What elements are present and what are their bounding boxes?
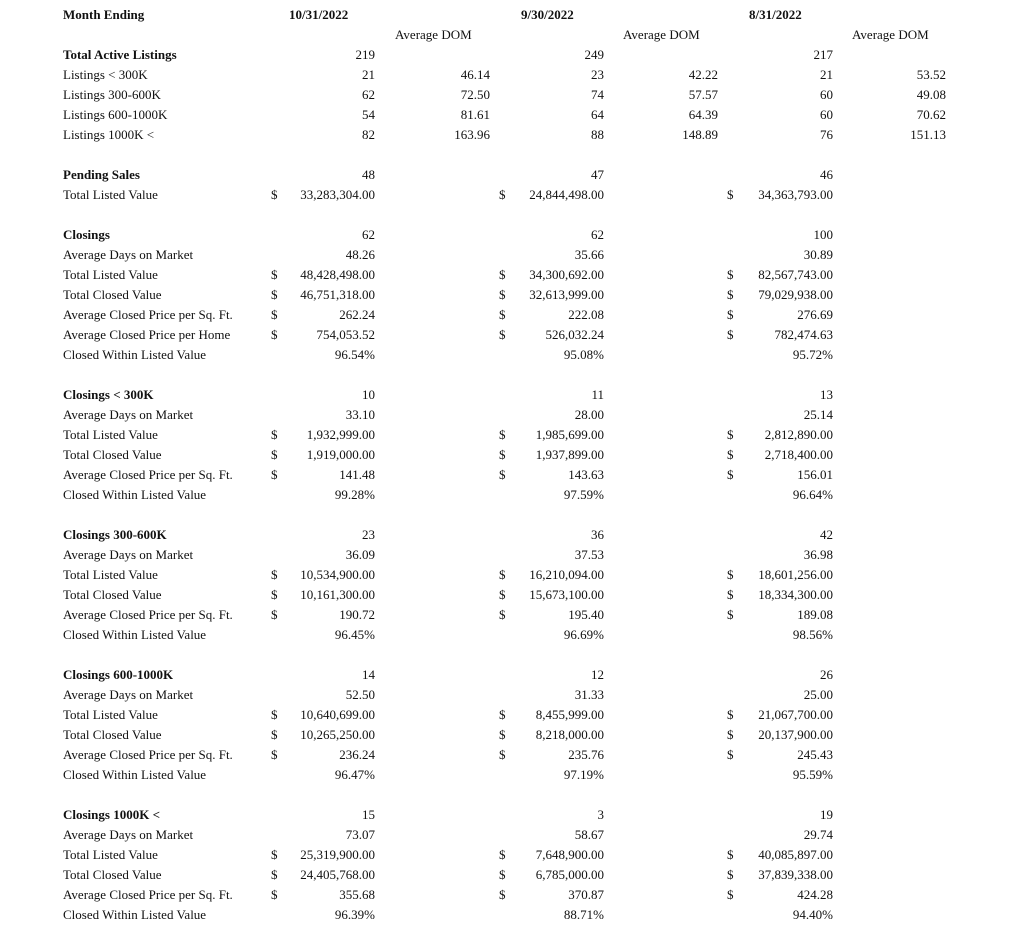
row-value: 15,673,100.00 [529, 587, 604, 602]
average-dom-value: 163.96 [454, 127, 490, 142]
listing-count: 21 [820, 67, 833, 82]
table-row [0, 245, 1020, 265]
average-dom-value: 81.61 [460, 107, 490, 122]
section-total: 219 [355, 47, 375, 62]
currency-symbol: $ [727, 887, 734, 902]
section-title-row [0, 665, 1020, 685]
row-value: 33,283,304.00 [300, 187, 375, 202]
average-dom-value: 151.13 [910, 127, 946, 142]
section-total: 48 [362, 167, 375, 182]
row-value: 222.08 [568, 307, 604, 322]
row-value: 95.59% [792, 767, 833, 782]
row-value: 189.08 [797, 607, 833, 622]
section-total: 23 [362, 527, 375, 542]
row-value: 96.47% [334, 767, 375, 782]
currency-symbol: $ [727, 287, 734, 302]
row-value: 96.39% [334, 907, 375, 922]
row-label: Total Listed Value [63, 427, 158, 442]
section-total: 3 [597, 807, 604, 822]
section-total: 19 [820, 807, 833, 822]
row-value: 32,613,999.00 [529, 287, 604, 302]
section-title-row [0, 805, 1020, 825]
row-value: 143.63 [568, 467, 604, 482]
section-total: 47 [591, 167, 604, 182]
row-value: 156.01 [797, 467, 833, 482]
table-row [0, 905, 1020, 925]
row-label: Total Closed Value [63, 867, 162, 882]
section-title-row [0, 225, 1020, 245]
average-dom-value: 42.22 [688, 67, 718, 82]
listing-count: 60 [820, 87, 833, 102]
listing-count: 88 [591, 127, 604, 142]
row-value: 52.50 [345, 687, 375, 702]
section-total: 36 [591, 527, 604, 542]
row-label: Total Listed Value [63, 267, 158, 282]
section-total: 100 [813, 227, 833, 242]
currency-symbol: $ [499, 587, 506, 602]
section-total: 10 [362, 387, 375, 402]
row-value: 35.66 [574, 247, 604, 262]
section-title: Closings [63, 227, 110, 242]
average-dom-value: 49.08 [916, 87, 946, 102]
table-row [0, 485, 1020, 505]
section-total: 42 [820, 527, 833, 542]
currency-symbol: $ [727, 267, 734, 282]
section-title-row [0, 165, 1020, 185]
table-row [0, 825, 1020, 845]
currency-symbol: $ [271, 747, 278, 762]
row-value: 370.87 [568, 887, 604, 902]
currency-symbol: $ [499, 187, 506, 202]
section-title-row [0, 45, 1020, 65]
section-title: Pending Sales [63, 167, 140, 182]
table-row [0, 725, 1020, 745]
row-label: Closed Within Listed Value [63, 767, 207, 782]
section-total: 15 [362, 807, 375, 822]
row-value: 40,085,897.00 [758, 847, 833, 862]
row-label: Total Closed Value [63, 287, 162, 302]
row-label: Closed Within Listed Value [63, 627, 207, 642]
table-row [0, 345, 1020, 365]
currency-symbol: $ [727, 567, 734, 582]
listing-count: 21 [362, 67, 375, 82]
row-value: 276.69 [797, 307, 833, 322]
listing-count: 23 [591, 67, 604, 82]
row-value: 34,363,793.00 [758, 187, 833, 202]
section-title-row [0, 525, 1020, 545]
row-value: 25,319,900.00 [300, 847, 375, 862]
row-value: 28.00 [574, 407, 604, 422]
table-row [0, 765, 1020, 785]
currency-symbol: $ [499, 287, 506, 302]
currency-symbol: $ [727, 327, 734, 342]
currency-symbol: $ [499, 427, 506, 442]
table-row [0, 445, 1020, 465]
currency-symbol: $ [271, 287, 278, 302]
row-value: 8,455,999.00 [535, 707, 604, 722]
currency-symbol: $ [499, 867, 506, 882]
row-value: 36.09 [345, 547, 375, 562]
row-value: 754,053.52 [316, 327, 375, 342]
row-label: Total Listed Value [63, 707, 158, 722]
currency-symbol: $ [727, 727, 734, 742]
header-row [0, 5, 1020, 25]
row-label: Listings 300-600K [63, 87, 161, 102]
table-row [0, 565, 1020, 585]
listing-count: 74 [591, 87, 604, 102]
row-value: 37.53 [574, 547, 604, 562]
table-row [0, 305, 1020, 325]
row-value: 97.19% [563, 767, 604, 782]
month-date-header: 9/30/2022 [521, 7, 574, 22]
average-dom-header: Average DOM [852, 27, 929, 42]
row-value: 36.98 [803, 547, 833, 562]
currency-symbol: $ [271, 307, 278, 322]
row-value: 18,334,300.00 [758, 587, 833, 602]
row-value: 48,428,498.00 [300, 267, 375, 282]
listing-count: 64 [591, 107, 604, 122]
table-row [0, 285, 1020, 305]
section-total: 26 [820, 667, 833, 682]
dom-header-row [0, 25, 1020, 45]
row-value: 99.28% [334, 487, 375, 502]
month-date-header: 10/31/2022 [289, 7, 349, 22]
currency-symbol: $ [727, 867, 734, 882]
row-value: 1,932,999.00 [306, 427, 375, 442]
row-label: Listings 1000K < [63, 127, 155, 142]
section-title: Closings 600-1000K [63, 667, 174, 682]
currency-symbol: $ [271, 567, 278, 582]
currency-symbol: $ [271, 867, 278, 882]
row-label: Average Days on Market [63, 407, 194, 422]
currency-symbol: $ [499, 267, 506, 282]
row-label: Total Listed Value [63, 567, 158, 582]
row-value: 355.68 [339, 887, 375, 902]
row-value: 8,218,000.00 [535, 727, 604, 742]
row-label: Average Days on Market [63, 687, 194, 702]
row-value: 10,640,699.00 [300, 707, 375, 722]
average-dom-value: 46.14 [460, 67, 490, 82]
row-value: 6,785,000.00 [535, 867, 604, 882]
currency-symbol: $ [271, 587, 278, 602]
row-value: 782,474.63 [774, 327, 833, 342]
table-row [0, 85, 1020, 105]
currency-symbol: $ [271, 887, 278, 902]
currency-symbol: $ [727, 307, 734, 322]
row-value: 94.40% [792, 907, 833, 922]
row-label: Average Closed Price per Sq. Ft. [63, 307, 233, 322]
row-value: 97.59% [563, 487, 604, 502]
row-value: 98.56% [792, 627, 833, 642]
table-row [0, 465, 1020, 485]
row-value: 96.45% [334, 627, 375, 642]
currency-symbol: $ [727, 847, 734, 862]
currency-symbol: $ [499, 747, 506, 762]
currency-symbol: $ [499, 567, 506, 582]
row-label: Average Closed Price per Home [63, 327, 231, 342]
row-label: Average Days on Market [63, 827, 194, 842]
currency-symbol: $ [271, 327, 278, 342]
currency-symbol: $ [271, 187, 278, 202]
average-dom-value: 148.89 [682, 127, 718, 142]
average-dom-header: Average DOM [623, 27, 700, 42]
row-value: 24,405,768.00 [300, 867, 375, 882]
row-value: 195.40 [568, 607, 604, 622]
currency-symbol: $ [499, 707, 506, 722]
row-value: 30.89 [803, 247, 833, 262]
currency-symbol: $ [499, 607, 506, 622]
row-value: 1,937,899.00 [535, 447, 604, 462]
table-row [0, 405, 1020, 425]
listing-count: 60 [820, 107, 833, 122]
row-value: 48.26 [345, 247, 375, 262]
row-label: Listings < 300K [63, 67, 148, 82]
row-label: Closed Within Listed Value [63, 487, 207, 502]
row-label: Total Listed Value [63, 847, 158, 862]
average-dom-value: 72.50 [460, 87, 490, 102]
row-label: Listings 600-1000K [63, 107, 168, 122]
currency-symbol: $ [271, 727, 278, 742]
table-row [0, 105, 1020, 125]
section-total: 13 [820, 387, 833, 402]
currency-symbol: $ [727, 467, 734, 482]
section-total: 12 [591, 667, 604, 682]
row-value: 33.10 [345, 407, 375, 422]
section-title: Total Active Listings [63, 47, 177, 62]
table-row [0, 625, 1020, 645]
section-total: 62 [362, 227, 375, 242]
row-value: 1,985,699.00 [535, 427, 604, 442]
row-value: 79,029,938.00 [758, 287, 833, 302]
currency-symbol: $ [271, 447, 278, 462]
currency-symbol: $ [499, 847, 506, 862]
currency-symbol: $ [271, 607, 278, 622]
row-value: 245.43 [797, 747, 833, 762]
row-value: 236.24 [339, 747, 375, 762]
row-value: 24,844,498.00 [529, 187, 604, 202]
row-value: 37,839,338.00 [758, 867, 833, 882]
row-label: Average Closed Price per Sq. Ft. [63, 887, 233, 902]
table-row [0, 685, 1020, 705]
row-value: 18,601,256.00 [758, 567, 833, 582]
row-label: Average Closed Price per Sq. Ft. [63, 607, 233, 622]
table-row [0, 65, 1020, 85]
table-row [0, 865, 1020, 885]
section-total: 11 [591, 387, 604, 402]
row-value: 96.69% [563, 627, 604, 642]
average-dom-value: 64.39 [688, 107, 718, 122]
row-value: 10,534,900.00 [300, 567, 375, 582]
currency-symbol: $ [727, 427, 734, 442]
average-dom-value: 70.62 [916, 107, 946, 122]
listing-count: 82 [362, 127, 375, 142]
average-dom-value: 53.52 [916, 67, 946, 82]
row-value: 2,812,890.00 [764, 427, 833, 442]
row-value: 1,919,000.00 [306, 447, 375, 462]
section-total: 14 [362, 667, 375, 682]
section-title: Closings < 300K [63, 387, 154, 402]
row-value: 16,210,094.00 [529, 567, 604, 582]
row-label: Average Closed Price per Sq. Ft. [63, 467, 233, 482]
row-value: 25.00 [803, 687, 833, 702]
section-title: Closings 300-600K [63, 527, 167, 542]
row-label: Average Days on Market [63, 247, 194, 262]
currency-symbol: $ [271, 427, 278, 442]
row-value: 235.76 [568, 747, 604, 762]
row-value: 73.07 [345, 827, 375, 842]
row-value: 7,648,900.00 [535, 847, 604, 862]
row-value: 190.72 [339, 607, 375, 622]
table-row [0, 585, 1020, 605]
row-value: 46,751,318.00 [300, 287, 375, 302]
row-value: 21,067,700.00 [758, 707, 833, 722]
month-ending-label: Month Ending [63, 7, 145, 22]
row-value: 20,137,900.00 [758, 727, 833, 742]
row-value: 2,718,400.00 [764, 447, 833, 462]
month-date-header: 8/31/2022 [749, 7, 802, 22]
currency-symbol: $ [499, 727, 506, 742]
row-value: 141.48 [339, 467, 375, 482]
table-row [0, 185, 1020, 205]
table-row [0, 745, 1020, 765]
table-row [0, 325, 1020, 345]
table-row [0, 425, 1020, 445]
currency-symbol: $ [727, 587, 734, 602]
table-row [0, 545, 1020, 565]
currency-symbol: $ [727, 187, 734, 202]
section-total: 217 [813, 47, 833, 62]
row-value: 424.28 [797, 887, 833, 902]
average-dom-header: Average DOM [395, 27, 472, 42]
row-value: 29.74 [803, 827, 833, 842]
table-row [0, 705, 1020, 725]
currency-symbol: $ [499, 327, 506, 342]
row-value: 96.64% [792, 487, 833, 502]
row-label: Total Closed Value [63, 447, 162, 462]
section-title: Closings 1000K < [63, 807, 160, 822]
row-value: 10,265,250.00 [300, 727, 375, 742]
row-value: 95.08% [563, 347, 604, 362]
row-value: 58.67 [574, 827, 604, 842]
row-value: 82,567,743.00 [758, 267, 833, 282]
listing-count: 62 [362, 87, 375, 102]
table-row [0, 845, 1020, 865]
row-value: 34,300,692.00 [529, 267, 604, 282]
section-title-row [0, 385, 1020, 405]
currency-symbol: $ [727, 607, 734, 622]
section-total: 249 [584, 47, 604, 62]
row-label: Closed Within Listed Value [63, 347, 207, 362]
table-row [0, 605, 1020, 625]
currency-symbol: $ [271, 467, 278, 482]
currency-symbol: $ [271, 847, 278, 862]
currency-symbol: $ [499, 467, 506, 482]
section-total: 46 [820, 167, 833, 182]
currency-symbol: $ [499, 307, 506, 322]
currency-symbol: $ [727, 747, 734, 762]
row-value: 10,161,300.00 [300, 587, 375, 602]
currency-symbol: $ [271, 707, 278, 722]
row-label: Average Days on Market [63, 547, 194, 562]
currency-symbol: $ [271, 267, 278, 282]
row-label: Total Closed Value [63, 727, 162, 742]
row-value: 526,032.24 [545, 327, 604, 342]
currency-symbol: $ [727, 707, 734, 722]
row-label: Total Closed Value [63, 587, 162, 602]
table-row [0, 265, 1020, 285]
row-label: Total Listed Value [63, 187, 158, 202]
row-label: Closed Within Listed Value [63, 907, 207, 922]
row-value: 25.14 [803, 407, 833, 422]
listing-count: 76 [820, 127, 833, 142]
currency-symbol: $ [727, 447, 734, 462]
section-total: 62 [591, 227, 604, 242]
row-value: 96.54% [334, 347, 375, 362]
table-row [0, 125, 1020, 145]
average-dom-value: 57.57 [688, 87, 718, 102]
row-value: 95.72% [792, 347, 833, 362]
table-row [0, 885, 1020, 905]
row-value: 88.71% [563, 907, 604, 922]
row-value: 262.24 [339, 307, 375, 322]
listing-count: 54 [362, 107, 375, 122]
row-value: 31.33 [574, 687, 604, 702]
currency-symbol: $ [499, 447, 506, 462]
currency-symbol: $ [499, 887, 506, 902]
row-label: Average Closed Price per Sq. Ft. [63, 747, 233, 762]
